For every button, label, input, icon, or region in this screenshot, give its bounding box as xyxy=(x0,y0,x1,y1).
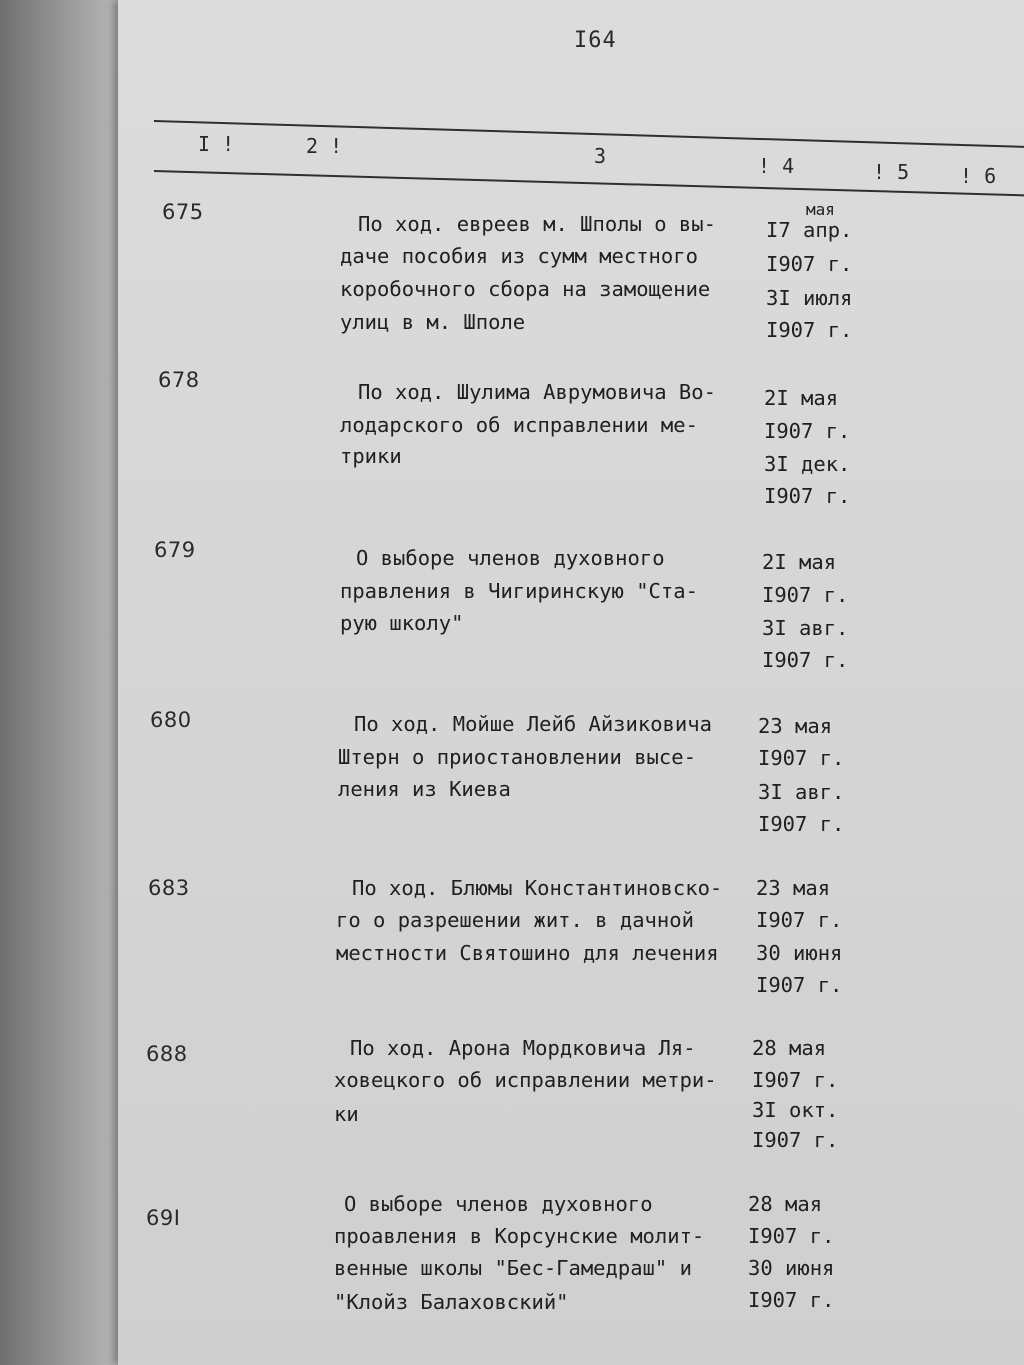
column-header-4: ! 4 xyxy=(758,154,795,178)
entry-date-line: мая xyxy=(806,200,835,219)
entry-date-line: I907 г. xyxy=(752,1128,839,1152)
entry-description-line: местности Святошино для лечения xyxy=(336,941,719,965)
entry-date-line: I907 г. xyxy=(762,583,849,607)
column-header-2: 2 ! xyxy=(306,134,343,158)
entry-date-line: I907 г. xyxy=(764,419,851,443)
column-header-1: I ! xyxy=(198,132,235,156)
entry-description-line: лодарского об исправлении ме- xyxy=(340,413,698,437)
entry-date-line: I907 г. xyxy=(764,484,851,508)
entry-description-line: По ход. евреев м. Шполы о вы- xyxy=(358,212,716,236)
entry-date-line: I907 г. xyxy=(748,1224,835,1248)
entry-date-line: 30 июня xyxy=(748,1256,835,1280)
entry-date-line: I907 г. xyxy=(762,648,849,672)
entry-date-line: 30 июня xyxy=(756,941,843,965)
entry-date-line: I907 г. xyxy=(758,812,845,836)
entry-date-line: I907 г. xyxy=(766,252,853,276)
document-page xyxy=(118,0,1024,1365)
entry-date-line: 3I окт. xyxy=(752,1098,839,1122)
entry-description-line: го о разрешении жит. в дачной xyxy=(336,908,694,932)
entry-description-line: улиц в м. Шполе xyxy=(340,310,526,334)
entry-date-line: 3I авг. xyxy=(762,616,849,640)
entry-description-line: правления в Чигиринскую "Ста- xyxy=(340,579,698,603)
entry-number: 688 xyxy=(146,1042,188,1066)
entry-description-line: ки xyxy=(334,1102,359,1126)
entry-date-line: 28 мая xyxy=(748,1192,823,1216)
entry-date-line: 2I мая xyxy=(764,386,839,410)
page-number: I64 xyxy=(574,28,617,53)
entry-date-line: 3I июля xyxy=(766,286,853,310)
entry-date-line: 28 мая xyxy=(752,1036,827,1060)
entry-description-line: трики xyxy=(340,444,402,468)
entry-number: 678 xyxy=(158,368,200,392)
entry-date-line: 2I мая xyxy=(762,550,837,574)
entry-description-line: По ход. Шулима Аврумовича Во- xyxy=(358,380,716,404)
entry-description-line: О выборе членов духовного xyxy=(356,546,665,570)
entry-description-line: коробочного сбора на замощение xyxy=(340,277,711,301)
entry-description-line: По ход. Мойше Лейб Айзиковича xyxy=(354,712,712,736)
entry-description-line: Штерн о приостановлении высе- xyxy=(338,745,696,769)
entry-description-line: "Клойз Балаховский" xyxy=(334,1290,569,1314)
entry-date-line: 23 мая xyxy=(758,714,833,738)
entry-description-line: даче пособия из сумм местного xyxy=(340,244,698,268)
column-header-3: 3 xyxy=(594,144,607,168)
column-header-5: ! 5 xyxy=(873,160,910,184)
entry-number: 675 xyxy=(162,200,204,224)
entry-date-line: I907 г. xyxy=(756,908,843,932)
entry-date-line: 3I дек. xyxy=(764,452,851,476)
entry-date-line: 3I авг. xyxy=(758,780,845,804)
entry-number: 679 xyxy=(154,538,196,562)
entry-date-line: I907 г. xyxy=(758,746,845,770)
book-spine-shadow xyxy=(0,0,120,1365)
entry-number: 683 xyxy=(148,876,190,900)
entry-description-line: ления из Киева xyxy=(338,777,511,801)
entry-date-line: 23 мая xyxy=(756,876,831,900)
entry-description-line: О выборе членов духовного xyxy=(344,1192,653,1216)
entry-description-line: По ход. Блюмы Константиновско- xyxy=(352,876,723,900)
entry-description-line: венные школы "Бес-Гамедраш" и xyxy=(334,1256,692,1280)
column-header-6: ! 6 xyxy=(960,164,997,188)
entry-description-line: ховецкого об исправлении метри- xyxy=(334,1068,717,1092)
entry-date-line: I7 апр. xyxy=(766,218,853,242)
entry-description-line: рую школу" xyxy=(340,611,464,635)
entry-number: 680 xyxy=(150,708,192,732)
entry-date-line: I907 г. xyxy=(752,1068,839,1092)
entry-date-line: I907 г. xyxy=(748,1288,835,1312)
entry-description-line: проавления в Корсунские молит- xyxy=(334,1224,705,1248)
entry-description-line: По ход. Арона Мордковича Ля- xyxy=(350,1036,696,1060)
entry-date-line: I907 г. xyxy=(766,318,853,342)
entry-date-line: I907 г. xyxy=(756,973,843,997)
entry-number: 69I xyxy=(146,1206,181,1230)
